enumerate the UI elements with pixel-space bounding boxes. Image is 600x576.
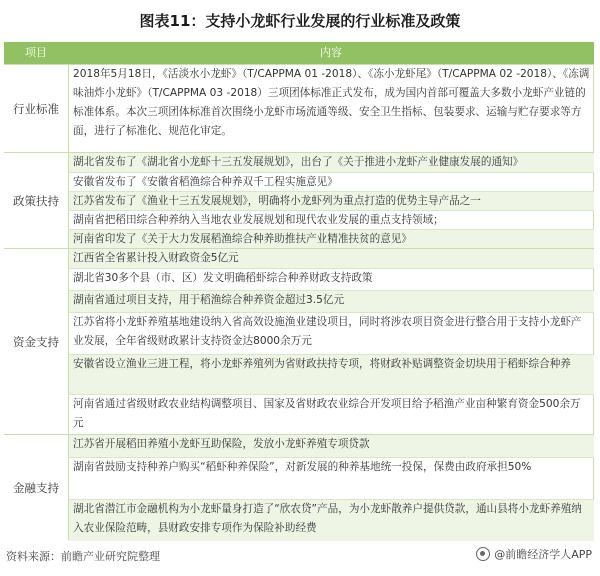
brand-credit — [476, 546, 592, 562]
table-header — [4, 42, 594, 64]
section-rows — [69, 153, 594, 248]
header-col-item: 项目 — [25, 46, 47, 59]
table-row: 湖南省通过项目支持，用于稻渔综合种养资金超过3.5亿元 — [69, 290, 594, 312]
section-label: 金融支持 — [4, 435, 69, 540]
table-row: 江西省全省累计投入财政资金5亿元 — [69, 249, 594, 268]
section-rows — [69, 65, 594, 152]
section-finance-support — [4, 434, 594, 540]
source-note: 资料来源：前瞻产业研究院整理 — [6, 550, 160, 563]
brand-text: @前瞻经济学人APP — [494, 548, 592, 561]
page-title: 图表11：支持小龙虾行业发展的行业标准及政策 — [139, 12, 461, 30]
header-col-content: 内容 — [320, 46, 342, 59]
table-row: 安徽省发布了《安徽省稻渔综合种养双千工程实施意见》 — [69, 172, 594, 191]
table-row: 2018年5月18日，《活淡水小龙虾》（T/CAPPMA 01 -2018）、《冻小龙虾尾》（T/CAPPMA 02 -2018）、《冻调味油炸小龙虾》（T/CAPPMA 03 -2018）三项团体标准正式发布，成为国内首部可覆盖大多数小龙虾产业链的标准体系。本次三项团体标准首次围绕小龙虾市场流通等级、安全卫生指标、包装要求、运输与贮存要求等方面，进行了标准化、规范化审定。 — [73, 68, 590, 137]
section-industry-standard — [4, 64, 594, 152]
table-row: 河南省通过省级财政农业结构调整项目、国家及省财政农业综合开发项目给予稻渔产业亩种繁育资金500余万元 — [69, 394, 594, 435]
section-label: 行业标准 — [4, 65, 69, 152]
logo-icon — [476, 547, 490, 561]
table-row: 湖北省30多个县（市、区）发文明确稻虾综合种养财政支持政策 — [69, 268, 594, 290]
section-policy-support — [4, 152, 594, 248]
table-row: 湖南省鼓励支持种养户购买“稻虾种养保险”，对新发展的种养基地统一投保，保费由政府承担50% — [69, 457, 594, 499]
table-row: 安徽省设立渔业三进工程，将小龙虾养殖列为省财政扶持专项，将财政补贴调整资金切块用于稻虾综合种养 — [69, 354, 594, 394]
section-label: 资金支持 — [4, 249, 69, 434]
section-rows — [69, 435, 594, 540]
table-row: 湖南省把稻田综合种养纳入当地农业发展规划和现代农业发展的重点支持领域； — [69, 210, 594, 229]
section-label: 政策扶持 — [4, 153, 69, 248]
section-funding-support — [4, 248, 594, 434]
table-row: 江苏省开展稻田养殖小龙虾互助保险，发放小龙虾养殖专项贷款 — [69, 435, 594, 457]
table-row: 湖北省发布了《湖北省小龙虾十三五发展规划》，出台了《关于推进小龙虾产业健康发展的通知》 — [69, 153, 594, 172]
section-rows — [69, 249, 594, 434]
table-row: 江苏省发布了《渔业十三五发展规划》，明确将小龙虾列为重点打造的优势主导产品之一 — [69, 191, 594, 210]
table-row: 河南省印发了《关于大力发展稻渔综合种养助推扶产业精准扶贫的意见》 — [69, 229, 594, 249]
table-row: 江苏省将小龙虾养殖基地建设纳入省高效设施渔业建设项目，同时将涉农项目资金进行整合用于支持小龙虾产业发展，全年省级财政累计支持资金达8000余万元 — [69, 312, 594, 354]
table-row: 湖北省潜江市金融机构为小龙虾量身打造了“欣农贷”产品，为小龙虾散养户提供贷款，通山县将小龙虾养殖纳入农业保险范畴，县财政安排专项作为保险补助经费 — [69, 499, 594, 541]
